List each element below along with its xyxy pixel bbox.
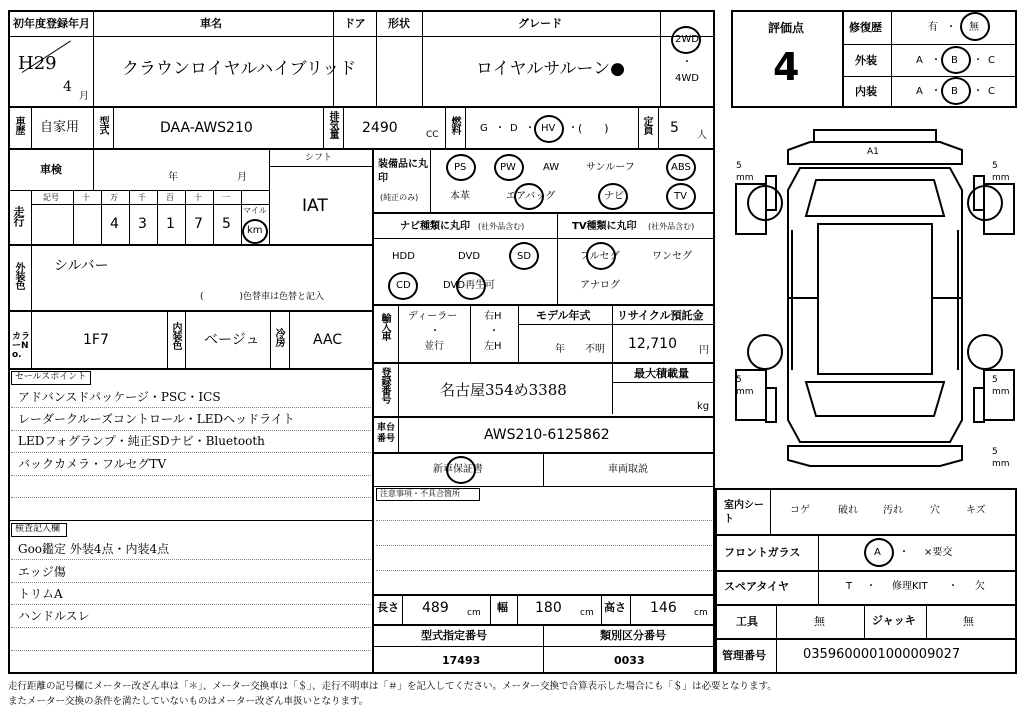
fuel-d: D: [510, 123, 518, 134]
width-label: 幅: [497, 601, 508, 614]
width-cm: cm: [580, 608, 594, 618]
car-name-label: 車名: [200, 17, 222, 30]
cc-unit: CC: [426, 130, 439, 140]
repair-yes: 有: [928, 22, 938, 33]
sales-line: レーダークルーズコントロール・LEDヘッドライト: [18, 412, 295, 426]
body-label: 形状: [388, 17, 410, 30]
import-label: 輸入車: [379, 313, 390, 340]
footer-note-2: またメーター交換の条件を満たしていないものはメーター改ざん車扱いとなります。: [8, 696, 369, 707]
person-unit: 人: [697, 130, 707, 141]
length-cm: cm: [467, 608, 481, 618]
displacement: 2490: [362, 120, 398, 136]
sales-label: セールスポイント: [15, 372, 87, 382]
jack: 無: [963, 615, 974, 628]
ac: AAC: [313, 332, 343, 348]
cabin-scratch: キズ: [966, 505, 986, 516]
main-frame: [8, 10, 715, 674]
tools: 無: [814, 615, 825, 628]
reg-year-label: 初年度登録年月: [13, 17, 90, 30]
interior-c: C: [988, 86, 995, 97]
glass-dot: ・: [899, 547, 909, 558]
width: 180: [535, 600, 562, 616]
reg-month: 4: [63, 79, 72, 95]
repair-label: 修復歴: [849, 21, 882, 34]
spare-dot-2: ・: [948, 581, 958, 592]
color-note: ( )色替車は色替と記入: [200, 292, 325, 302]
color-value: シルバー: [54, 258, 109, 274]
interior-a: A: [916, 86, 923, 97]
yen-unit: 円: [699, 345, 709, 356]
check-line: エッジ傷: [18, 565, 66, 579]
navi-type-sub: (社外品含む): [478, 222, 525, 231]
inspection-month: 月: [237, 172, 247, 183]
mileage-col-hyaku: 百: [166, 193, 174, 202]
car-diagram: [730, 120, 1020, 480]
diagram-mm: mm: [992, 173, 1010, 183]
class-no: 0033: [614, 654, 645, 667]
registration-label: 登録番号: [379, 367, 390, 403]
import-right: 右H: [484, 311, 502, 322]
interior-dot-2: ・: [973, 86, 983, 97]
navi-dvd: DVD: [458, 251, 481, 262]
fuel-label: 燃料: [449, 116, 460, 134]
equipment-label: 装備品に丸印: [378, 159, 428, 184]
fuel-g: G: [480, 123, 488, 134]
glass-a: A: [874, 547, 881, 558]
kg-unit: kg: [697, 401, 710, 412]
diagram-five: 5: [736, 161, 742, 171]
repair-dot: ・: [946, 22, 956, 33]
spare-dot-1: ・: [866, 581, 876, 592]
max-load-label: 最大積載量: [634, 367, 689, 380]
height-label: 高さ: [604, 601, 626, 614]
chassis: AWS210-6125862: [484, 427, 610, 443]
exterior-a: A: [916, 55, 923, 66]
height-cm: cm: [694, 608, 708, 618]
sales-line: LEDフォグランプ・純正SDナビ・Bluetooth: [18, 434, 265, 448]
manual: 車両取説: [608, 464, 648, 475]
drive-2wd: 2WD: [675, 34, 699, 45]
cabin-tear: 破れ: [838, 505, 858, 516]
inspection-year: 年: [168, 172, 178, 183]
spare-t: T: [846, 581, 853, 592]
model-year-unknown: 不明: [585, 344, 605, 355]
type-no-label: 型式指定番号: [421, 629, 487, 642]
equip-airbag: エアバッグ: [506, 191, 556, 202]
class-no-label: 類別区分番号: [600, 629, 666, 642]
diagram-mm: mm: [736, 387, 754, 397]
exterior-b: B: [951, 55, 958, 66]
shift-value: IAT: [302, 196, 328, 216]
color-no: 1F7: [83, 332, 109, 348]
import-parallel: 並行: [424, 341, 444, 352]
tv-analog: アナログ: [580, 280, 620, 291]
interior-color-label: 内装色: [170, 322, 181, 349]
drive-dot: ・: [682, 57, 692, 68]
mileage-label: 走行: [12, 206, 25, 226]
warranty: 新車保証書: [433, 464, 483, 475]
diagram-mm: mm: [736, 173, 754, 183]
check-label: 検査記入欄: [15, 524, 61, 534]
exterior-dot-2: ・: [973, 55, 983, 66]
mgmt-number: 0359600001000009027: [803, 647, 961, 662]
glass-label: フロントガラス: [724, 546, 801, 559]
history: 自家用: [40, 120, 80, 135]
notes-label: 注意事項・不具合箇所: [380, 489, 460, 498]
cabin-dirt: 汚れ: [883, 505, 903, 516]
equip-sunroof: サンルーフ: [586, 162, 635, 173]
registration: 名古屋354め3388: [440, 381, 567, 399]
mileage-digit: 7: [194, 216, 203, 232]
navi-sd: SD: [517, 251, 532, 262]
exterior-c: C: [988, 55, 995, 66]
interior-dot-1: ・: [931, 86, 941, 97]
model-year-unit: 年: [555, 344, 565, 355]
equipment-sub: (純正のみ): [380, 193, 419, 202]
navi-cd: CD: [396, 280, 411, 291]
sales-line: アドバンスドパッケージ・PSC・ICS: [18, 390, 221, 404]
mileage-digit: 4: [110, 216, 119, 232]
type-no: 17493: [442, 654, 481, 667]
fuel-paren: ( ): [578, 122, 609, 135]
mileage-digit: 3: [138, 216, 147, 232]
tv-type-label: TV種類に丸印: [572, 221, 637, 232]
equip-tv: TV: [674, 191, 687, 202]
mileage-col-juu: 十: [194, 193, 202, 202]
model-year-label: モデル年式: [536, 309, 591, 322]
mileage-col-sen: 千: [138, 193, 146, 202]
equip-navi: ナビ: [604, 191, 624, 202]
sales-line: バックカメラ・フルセグTV: [18, 457, 167, 471]
tv-full: フルセグ: [580, 251, 620, 262]
import-dot-2: ・: [489, 326, 499, 337]
car-name: クラウンロイヤルハイブリッド: [122, 59, 357, 79]
inspection-label: 車検: [40, 163, 62, 176]
fuel-dot-1: ・: [495, 123, 505, 134]
navi-type-label: ナビ種類に丸印: [400, 221, 470, 232]
ac-label: 冷房: [273, 328, 284, 346]
spare-kit: 修理KIT: [892, 581, 928, 592]
equip-aw: AW: [543, 162, 560, 173]
recycle-label: リサイクル預託金: [617, 309, 704, 322]
model: DAA-AWS210: [160, 120, 253, 136]
door-label: ドア: [344, 17, 366, 30]
length-label: 長さ: [377, 601, 399, 614]
tools-label: 工具: [736, 615, 758, 628]
diagram-five: 5: [992, 375, 998, 385]
check-line: Goo鑑定 外装4点・内装4点: [18, 542, 170, 556]
mgmt-label: 管理番号: [722, 649, 766, 662]
navi-hdd: HDD: [392, 251, 415, 262]
equip-leather: 本革: [450, 191, 470, 202]
import-dealer: ディーラー: [408, 311, 458, 322]
spare-none: 欠: [975, 581, 985, 592]
glass-replace: ×要交: [924, 547, 953, 558]
interior-label: 内装: [855, 85, 877, 98]
tv-one: ワンセグ: [652, 251, 692, 262]
mileage-col-ten: 十: [82, 193, 90, 202]
fuel-dot-3: ・: [568, 123, 578, 134]
cabin-label: 室内シート: [724, 500, 764, 525]
diagram-mm: mm: [992, 459, 1010, 469]
diagram-five: 5: [992, 161, 998, 171]
cabin-hole: 穴: [930, 505, 940, 516]
mileage-col-man: 万: [110, 193, 118, 202]
drive-4wd: 4WD: [675, 73, 699, 84]
mileage-mile: マイル: [243, 206, 267, 215]
grade: ロイヤルサルーン●: [476, 59, 625, 79]
diagram-five: 5: [736, 375, 742, 385]
tv-type-sub: (社外品含む): [648, 222, 695, 231]
mileage-col-ichi: 一: [222, 193, 230, 202]
shift-label: シフト: [305, 153, 333, 163]
diagram-five: 5: [992, 447, 998, 457]
repair-no: 無: [969, 22, 979, 33]
capacity: 5: [670, 120, 679, 136]
model-label: 型式: [97, 116, 108, 134]
mileage-km: km: [247, 225, 263, 236]
import-dot: ・: [430, 326, 440, 337]
jack-label: ジャッキ: [872, 614, 916, 627]
mileage-symbol: 記号: [43, 193, 59, 202]
score: 4: [773, 45, 800, 89]
history-label: 車歴: [13, 116, 24, 134]
score-label: 評価点: [768, 21, 805, 35]
mileage-digit: 1: [166, 216, 175, 232]
check-line: ハンドルスレ: [18, 609, 90, 623]
capacity-label: 定員: [641, 116, 652, 134]
exterior-label: 外装: [855, 54, 877, 67]
equip-ps: PS: [454, 162, 467, 173]
height: 146: [650, 600, 677, 616]
mileage-digit: 5: [222, 216, 231, 232]
fuel-hv: HV: [541, 123, 556, 134]
spare-label: スペアタイヤ: [724, 580, 790, 593]
footer-note-1: 走行距離の記号欄にメーター改ざん車は「＊」、メーター交換車は「＄」、走行不明車は「＃」を記入してください。メーター交換で合算表示した場合にも「＄」は必要となります。: [8, 681, 777, 692]
equip-abs: ABS: [671, 162, 691, 173]
import-left: 左H: [484, 341, 502, 352]
cabin-burn: コゲ: [790, 505, 810, 516]
color-no-label: カラーNo.: [12, 332, 31, 360]
reg-year: H29: [18, 53, 57, 74]
diagram-mm: mm: [992, 387, 1010, 397]
navi-dvd-play: DVD再生可: [443, 280, 496, 291]
check-line: トリムA: [18, 587, 63, 601]
equip-pw: PW: [500, 162, 516, 173]
chassis-label: 車台番号: [377, 423, 396, 444]
diagram-a1: A1: [867, 147, 879, 157]
fuel-dot-2: ・: [525, 123, 535, 134]
recycle: 12,710: [628, 336, 677, 352]
displacement-label: 排気量: [327, 111, 338, 138]
color-label: 外装色: [13, 262, 24, 289]
month-unit: 月: [79, 91, 89, 102]
grade-label: グレード: [518, 17, 562, 30]
exterior-dot-1: ・: [931, 55, 941, 66]
interior-color: ベージュ: [204, 332, 260, 348]
length: 489: [422, 600, 449, 616]
interior-b: B: [951, 86, 958, 97]
